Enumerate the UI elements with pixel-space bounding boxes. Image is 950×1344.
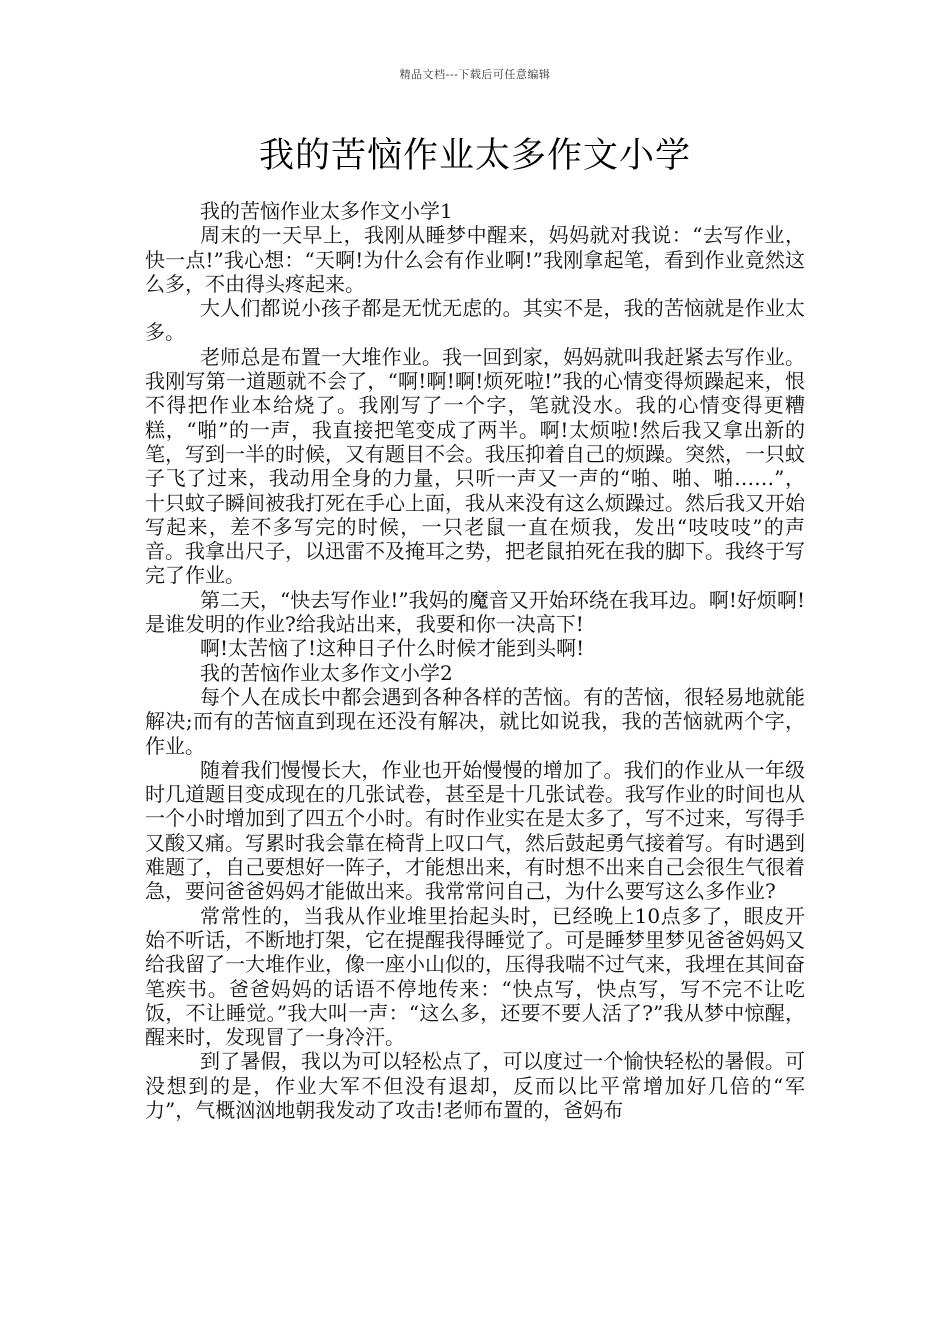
page-header-note: 精品文档---下载后可任意编辑 xyxy=(399,68,551,81)
paragraph: 大人们都说小孩子都是无忧无虑的。其实不是，我的苦恼就是作业太多。 xyxy=(145,296,805,345)
paragraph: 常常性的，当我从作业堆里抬起头时，已经晚上10点多了，眼皮开始不听话，不断地打架，它在提醒我得睡觉了。可是睡梦里梦见爸爸妈妈又给我留了一大堆作业，像一座小山似的，压得我喘不过气来，我埋在其间奋笔疾书。爸爸妈妈的话语不停地传来：“快点写，快点写，写不完不让吃饭，不让睡觉。”我大叫一声：“这么多，还要不要人活了?”我从梦中惊醒，醒来时，发现冒了一身冷汗。 xyxy=(145,903,805,1050)
paragraph: 每个人在成长中都会遇到各种各样的苦恼。有的苦恼，很轻易地就能解决;而有的苦恼直到现在还没有解决，就比如说我，我的苦恼就两个字，作业。 xyxy=(145,684,805,758)
paragraph: 老师总是布置一大堆作业。我一回到家，妈妈就叫我赶紧去写作业。我刚写第一道题就不会了，“啊!啊!啊!烦死啦!”我的心情变得烦躁起来，恨不得把作业本给烧了。我刚写了一个字，笔就没水。我的心情变得更糟糕，“啪”的一声，我直接把笔变成了两半。啊!太烦啦!然后我又拿出新的笔，写到一半的时候，又有题目不会。我压抑着自己的烦躁。突然，一只蚊子飞了过来，我动用全身的力量，只听一声又一声的“啪、啪、啪……”，十只蚊子瞬间被我打死在手心上面，我从来没有这么烦躁过。然后我又开始写起来，差不多写完的时候，一只老鼠一直在烦我，发出“吱吱吱”的声音。我拿出尺子，以迅雷不及掩耳之势，把老鼠拍死在我的脚下。我终于写完了作业。 xyxy=(145,344,805,588)
document-title: 我的苦恼作业太多作文小学 xyxy=(258,136,691,176)
paragraph: 随着我们慢慢长大，作业也开始慢慢的增加了。我们的作业从一年级时几道题目变成现在的几张试卷，甚至是十几张试卷。我写作业的时间也从一个小时增加到了四五个小时。有时作业实在是太多了，写不过来，写得手又酸又痛。写累时我会靠在椅背上叹口气，然后鼓起勇气接着写。有时遇到难题了，自己要想好一阵子，才能想出来，有时想不出来自己会很生气很着急，要问爸爸妈妈才能做出来。我常常问自己，为什么要写这么多作业? xyxy=(145,757,805,904)
essay-heading-1: 我的苦恼作业太多作文小学1 xyxy=(200,199,453,223)
paragraph: 啊!太苦恼了!这种日子什么时候才能到头啊! xyxy=(200,636,585,661)
paragraph: 到了暑假，我以为可以轻松点了，可以度过一个愉快轻松的暑假。可没想到的是，作业大军不但没有退却，反而以比平常增加好几倍的“军力”，气概汹汹地朝我发动了攻击!老师布置的，爸妈布 xyxy=(145,1049,805,1122)
paragraph: 周末的一天早上，我刚从睡梦中醒来，妈妈就对我说：“去写作业，快一点!”我心想：“天啊!为什么会有作业啊!”我刚拿起笔，看到作业竟然这么多，不由得头疼起来。 xyxy=(145,223,805,296)
document-body xyxy=(145,199,805,1122)
paragraph: 第二天，“快去写作业!”我妈的魔音又开始环绕在我耳边。啊!好烦啊!是谁发明的作业?给我站出来，我要和你一决高下! xyxy=(145,587,805,637)
essay-heading-2: 我的苦恼作业太多作文小学2 xyxy=(200,660,453,685)
